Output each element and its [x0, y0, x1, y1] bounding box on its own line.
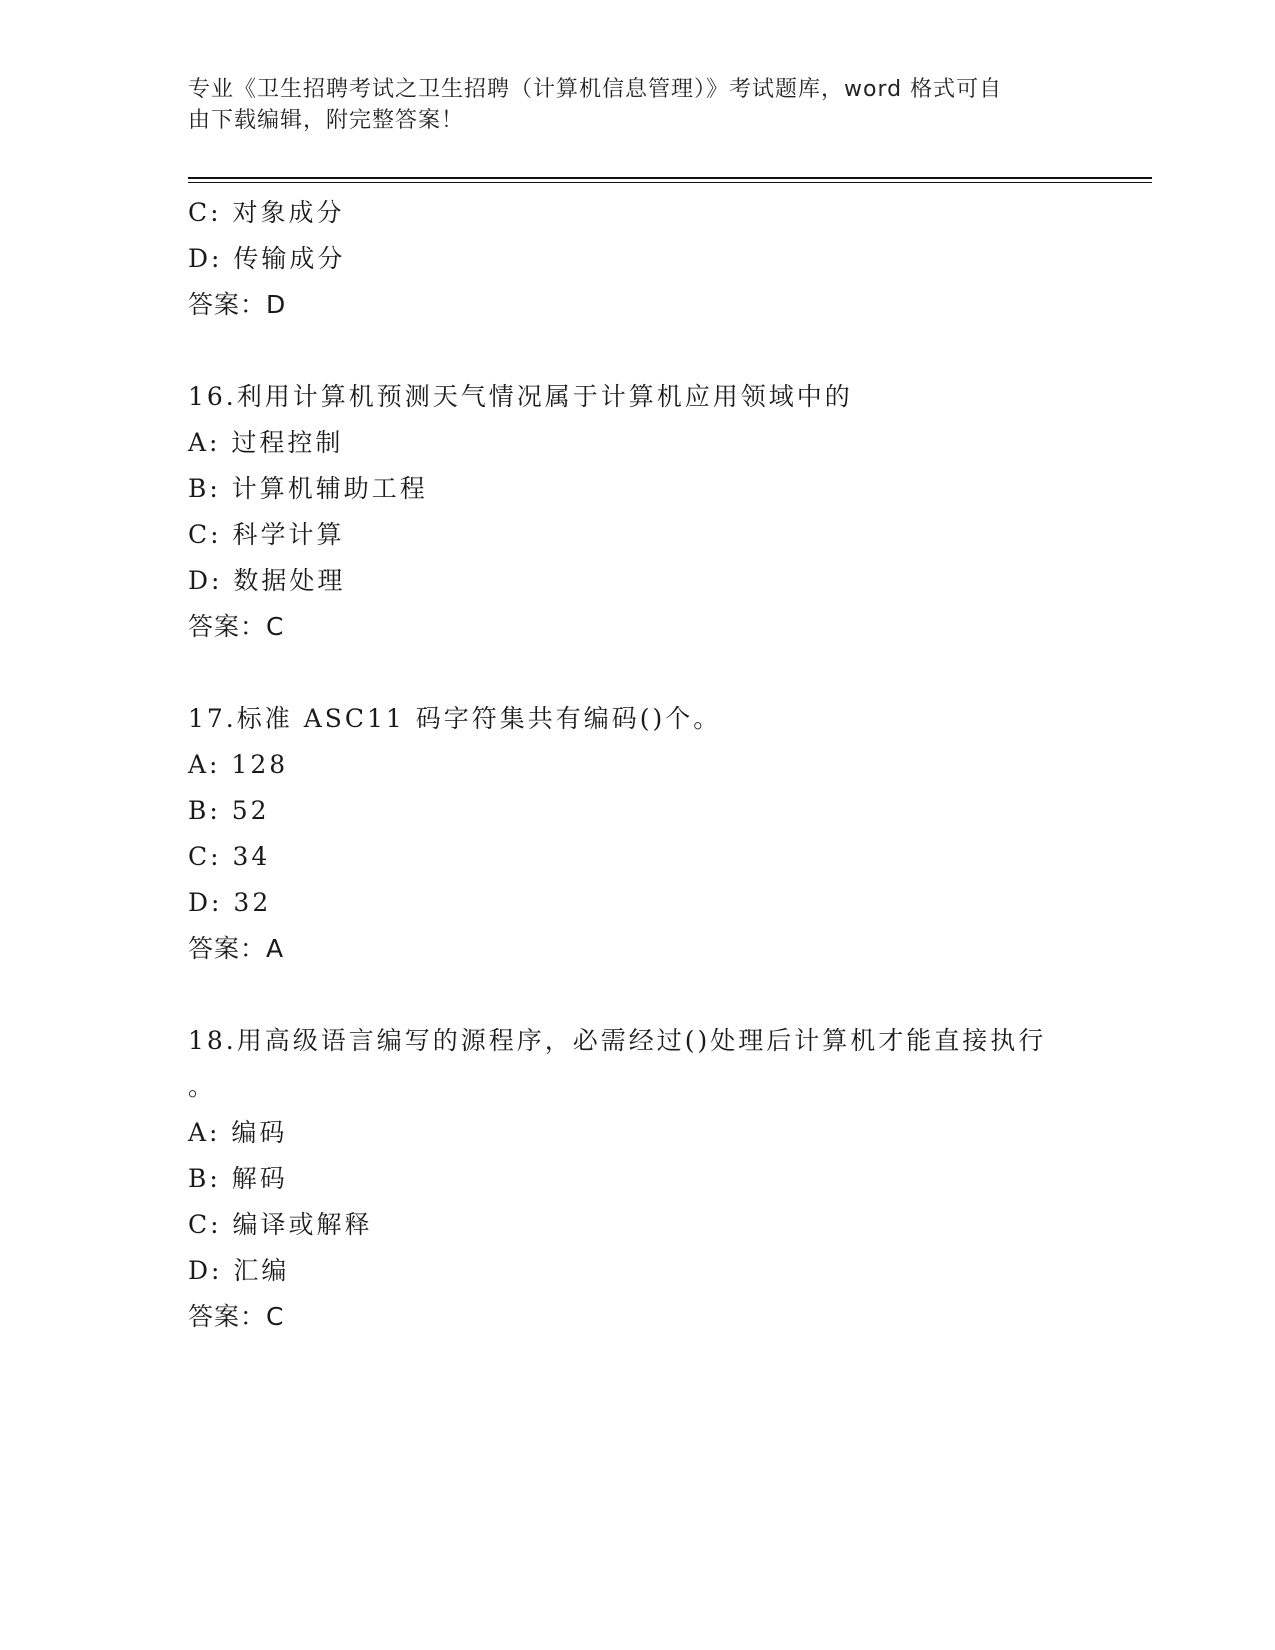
answer-line: 答案：C	[188, 612, 285, 641]
option-d: D: 传输成分	[188, 244, 346, 273]
option-c: C: 对象成分	[188, 198, 345, 227]
option-c: C: 科学计算	[188, 520, 345, 549]
option-d: D: 汇编	[188, 1256, 290, 1285]
option-a: A: 编码	[188, 1118, 288, 1147]
question-17	[188, 696, 1108, 972]
question-text: 16.利用计算机预测天气情况属于计算机应用领域中的	[188, 382, 853, 411]
question-text: 18.用高级语言编写的源程序，必需经过()处理后计算机才能直接执行	[188, 1026, 1047, 1055]
spacer	[188, 328, 1108, 374]
document-header	[188, 74, 1088, 136]
answer-line: 答案：A	[188, 934, 285, 963]
option-c: C: 34	[188, 842, 271, 871]
option-a: A: 128	[188, 750, 289, 779]
option-a: A: 过程控制	[188, 428, 344, 457]
option-d: D: 32	[188, 888, 272, 917]
option-b: B: 52	[188, 796, 270, 825]
spacer	[188, 972, 1108, 1018]
header-divider-thin	[188, 182, 1152, 183]
spacer	[188, 650, 1108, 696]
header-line-2: 由下载编辑，附完整答案！	[188, 108, 465, 133]
answer-line: 答案：D	[188, 290, 287, 319]
question-list	[188, 190, 1108, 1340]
option-b: B: 解码	[188, 1164, 288, 1193]
option-d: D: 数据处理	[188, 566, 346, 595]
option-c: C: 编译或解释	[188, 1210, 373, 1239]
question-text: 17.标准 ASC11 码字符集共有编码()个。	[188, 704, 722, 733]
header-divider-thick	[188, 177, 1152, 179]
option-b: B: 计算机辅助工程	[188, 474, 428, 503]
header-line-1: 专业《卫生招聘考试之卫生招聘（计算机信息管理）》考试题库，word 格式可自	[188, 77, 1003, 102]
answer-line: 答案：C	[188, 1302, 285, 1331]
previous-question-tail	[188, 190, 1108, 328]
question-18	[188, 1018, 1108, 1340]
question-text-wrap: 。	[188, 1072, 214, 1101]
question-16	[188, 374, 1108, 650]
